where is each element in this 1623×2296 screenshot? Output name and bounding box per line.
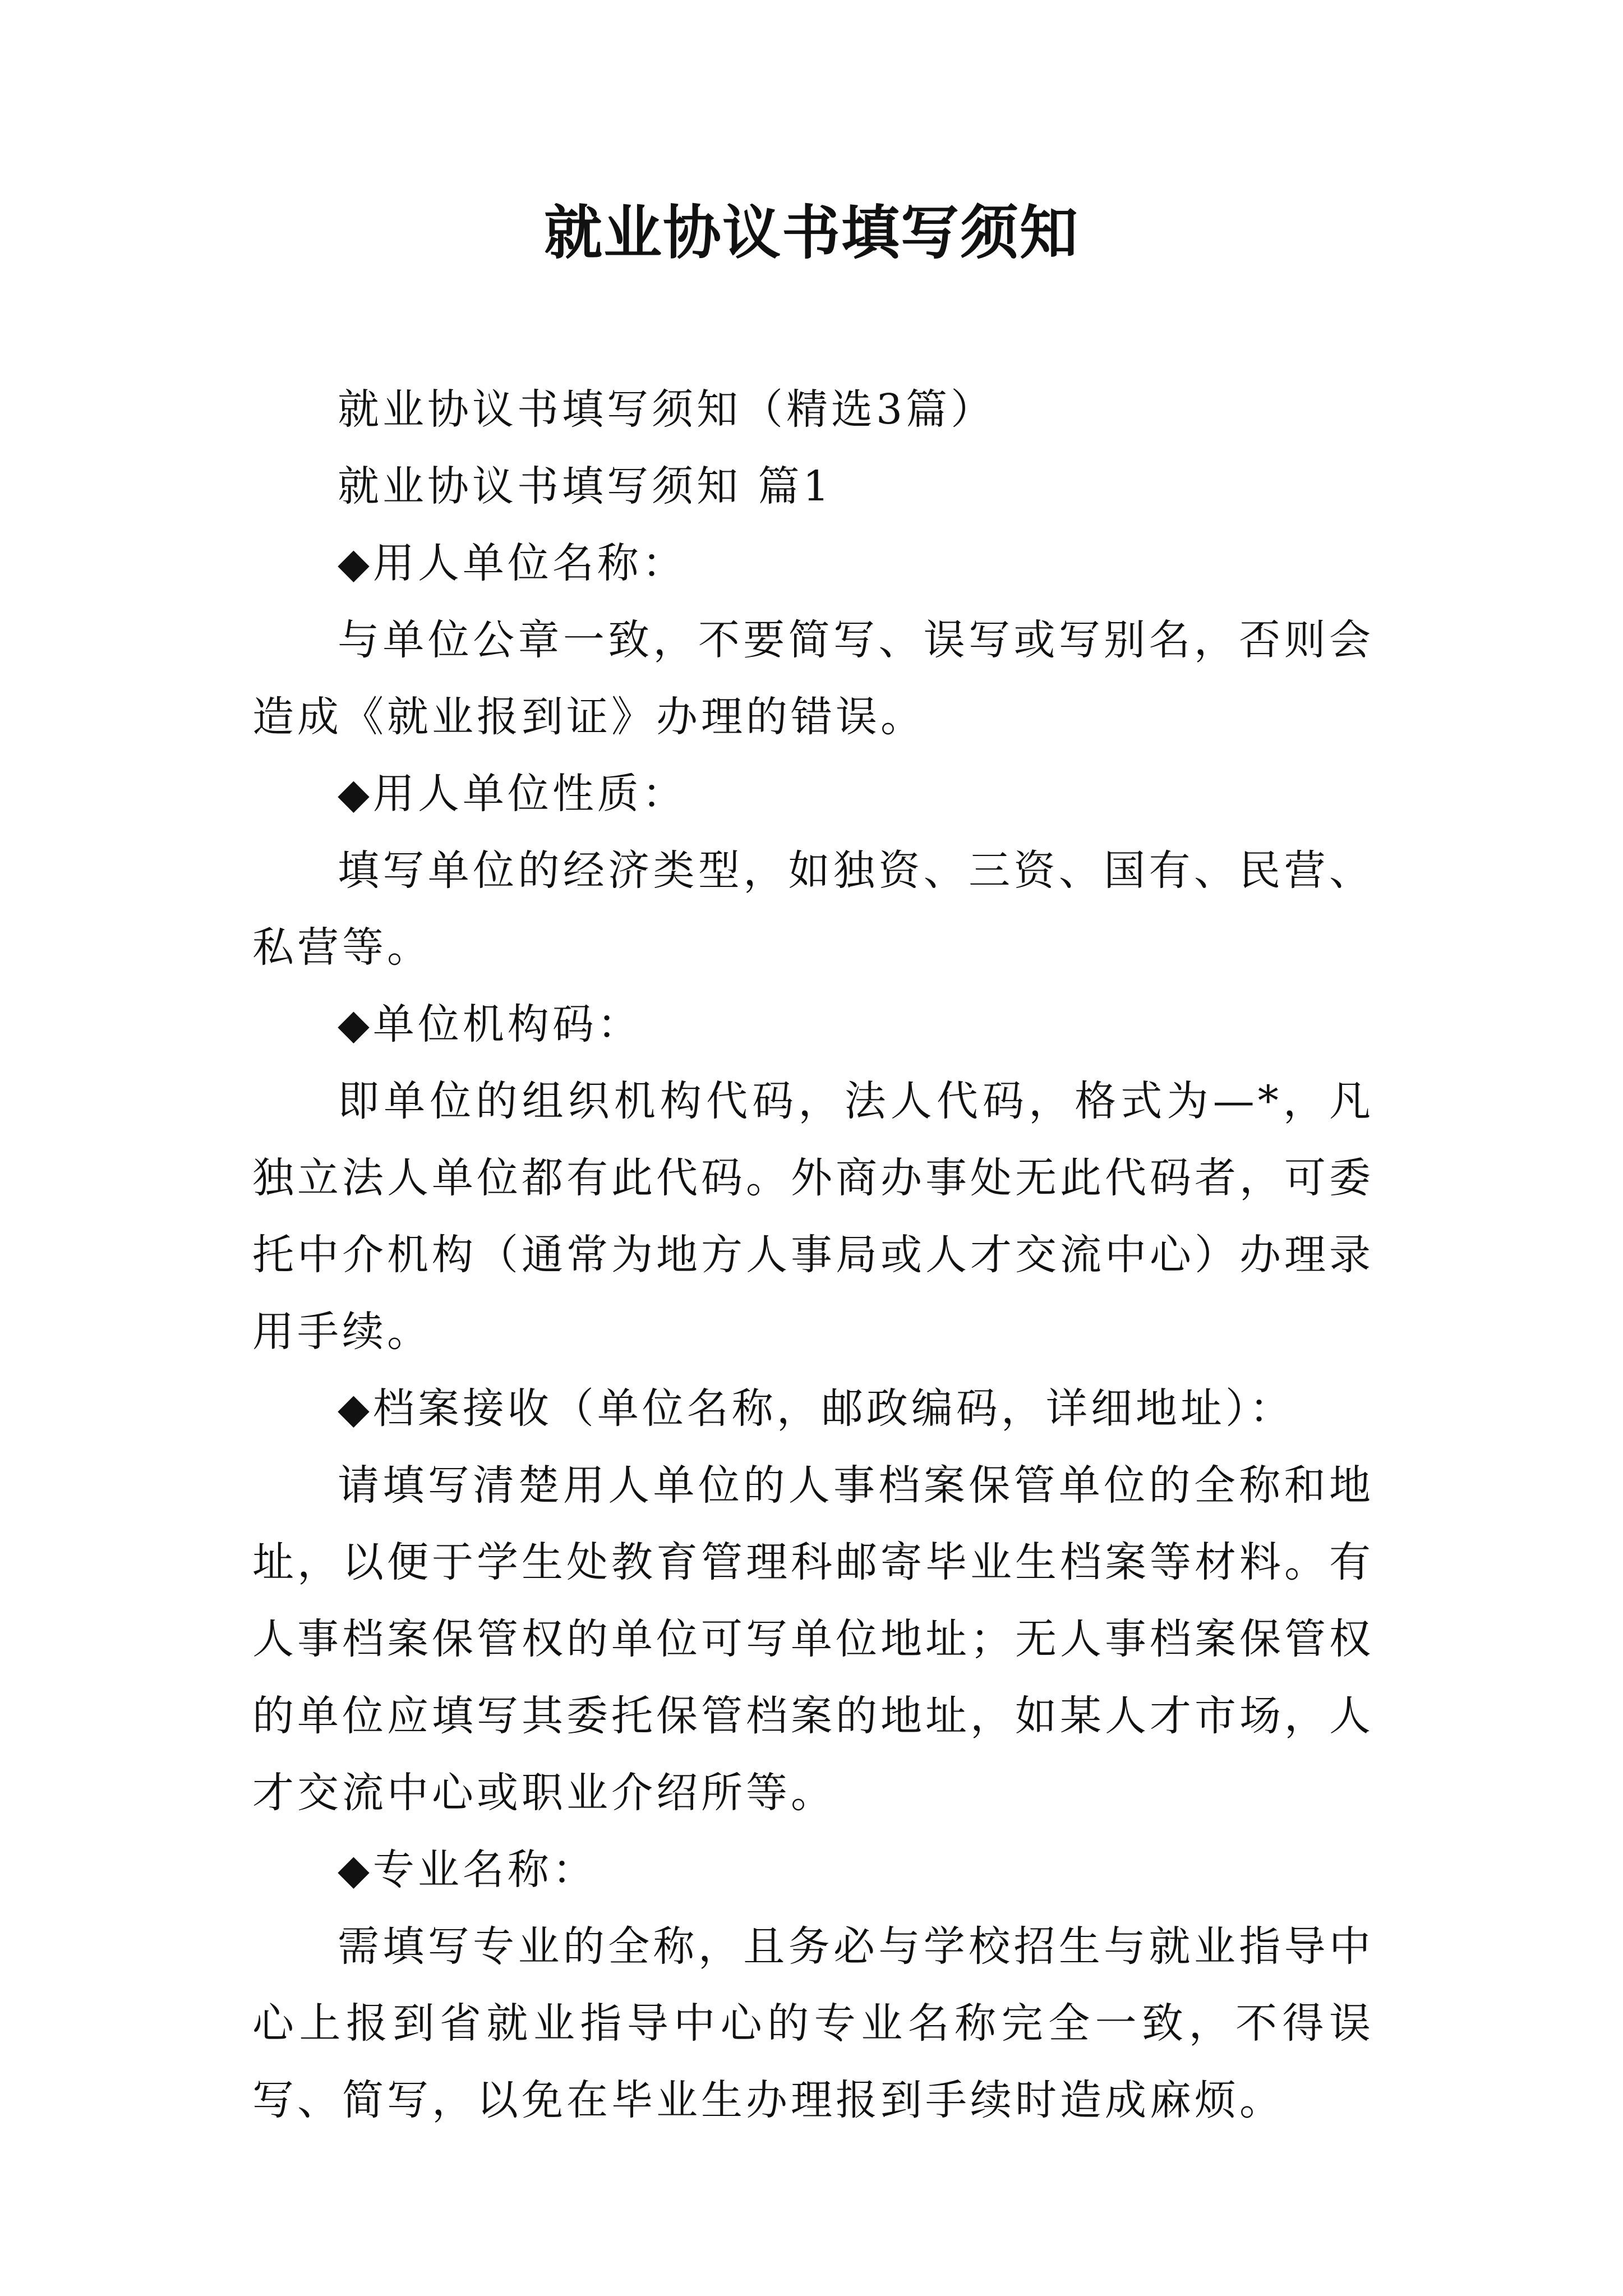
item-heading-archive-receipt: ◆档案接收（单位名称，邮政编码，详细地址）：: [338, 1384, 1294, 1433]
document-body: [252, 371, 1374, 2139]
document-title: 就业协议书填写须知: [543, 198, 1079, 267]
body-paragraph: 请填写清楚用人单位的人事档案保管单位的全称和地址，以便于学生处教育管理科邮寄毕业生档案等材料。有人事档案保管权的单位可写单位地址；无人事档案保管权的单位应填写其委托保管档案的地址，如某人才市场，人才交流中心或职业介绍所等。: [252, 1461, 1374, 1817]
subtitle-paragraph: 就业协议书填写须知（精选3篇）: [338, 385, 996, 434]
item-heading-unit-name: ◆用人单位名称：: [338, 539, 687, 587]
body-paragraph: 与单位公章一致，不要简写、误写或写别名，否则会造成《就业报到证》办理的错误。: [252, 616, 1374, 741]
body-paragraph: 填写单位的经济类型，如独资、三资、国有、民营、私营等。: [252, 846, 1374, 972]
item-heading-organization-code: ◆单位机构码：: [338, 1000, 642, 1048]
body-paragraph: 即单位的组织机构代码，法人代码，格式为—*，凡独立法人单位都有此代码。外商办事处无此代码者，可委托中介机构（通常为地方人事局或人才交流中心）办理录用手续。: [252, 1077, 1374, 1356]
body-paragraph: 需填写专业的全称，且务必与学校招生与就业指导中心上报到省就业指导中心的专业名称完全一致，不得误写、简写，以免在毕业生办理报到手续时造成麻烦。: [252, 1922, 1374, 2124]
item-heading-unit-nature: ◆用人单位性质：: [338, 770, 687, 818]
section-heading: 就业协议书填写须知 篇1: [338, 462, 833, 510]
item-heading-major-name: ◆专业名称：: [338, 1846, 597, 1894]
